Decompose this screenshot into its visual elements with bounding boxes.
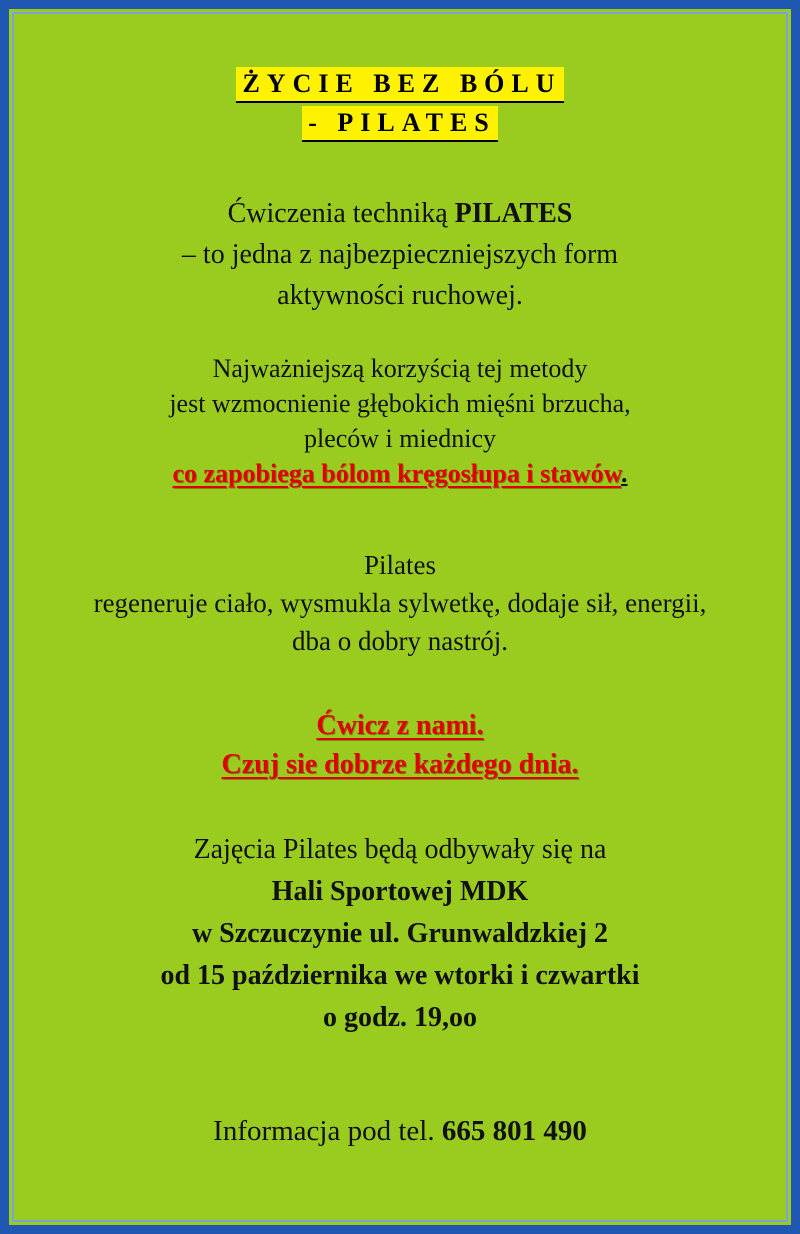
contact-phone: 665 801 490 — [441, 1115, 587, 1147]
schedule-line-4 — [9, 955, 791, 997]
intro-line-2: – to jedna z najbezpieczniejszych form — [181, 239, 619, 270]
slogan — [9, 706, 791, 784]
contact-label: Informacja pod tel. — [213, 1115, 442, 1147]
intro-line-3: aktywności ruchowej. — [277, 280, 523, 311]
poster-title — [9, 67, 791, 145]
benefit-line-3: pleców i miednicy — [303, 424, 497, 453]
pilates-line-3: dba o dobry nastrój. — [292, 626, 508, 656]
benefit-red-text: co zapobiega bólom kręgosłupa i stawów — [172, 459, 622, 488]
schedule-line-2 — [9, 871, 791, 913]
benefit-period: . — [621, 459, 628, 488]
schedule-line-3 — [9, 913, 791, 955]
pilates-line-2: regeneruje ciało, wysmukla sylwetkę, dodaje sił, energii, — [93, 588, 707, 618]
contact-line — [9, 1111, 791, 1151]
schedule-line-5 — [9, 997, 791, 1039]
slogan-line-1-text: Ćwicz z nami. — [316, 710, 484, 741]
schedule-time: o godz. 19,oo — [323, 1002, 477, 1033]
intro-line-1 — [9, 193, 791, 234]
poster-content — [9, 9, 791, 1225]
pilates-paragraph — [9, 546, 791, 660]
schedule-line-1: Zajęcia Pilates będą odbywały się na — [193, 834, 607, 865]
schedule-venue: Hali Sportowej MDK — [271, 876, 529, 907]
benefit-line-2: jest wzmocnienie głębokich mięśni brzucha, — [169, 389, 631, 418]
schedule-paragraph — [9, 829, 791, 1039]
benefit-line-4 — [9, 456, 791, 491]
slogan-line-2-text: Czuj sie dobrze każdego dnia. — [221, 749, 579, 780]
intro-pilates-bold: PILATES — [454, 198, 573, 229]
intro-line-1-text: Ćwiczenia techniką — [227, 198, 455, 229]
intro-paragraph — [9, 193, 791, 316]
pilates-line-1: Pilates — [364, 550, 436, 580]
slogan-line-1 — [9, 706, 791, 745]
title-line-1: ŻYCIE BEZ BÓLU — [236, 67, 563, 103]
schedule-address: w Szczuczynie ul. Grunwaldzkiej 2 — [191, 918, 609, 949]
benefit-paragraph — [9, 351, 791, 491]
benefit-line-1: Najważniejszą korzyścią tej metody — [212, 354, 588, 383]
schedule-dates: od 15 października we wtorki i czwartki — [160, 960, 640, 991]
slogan-line-2 — [9, 745, 791, 784]
title-line-2: - PILATES — [302, 106, 498, 142]
